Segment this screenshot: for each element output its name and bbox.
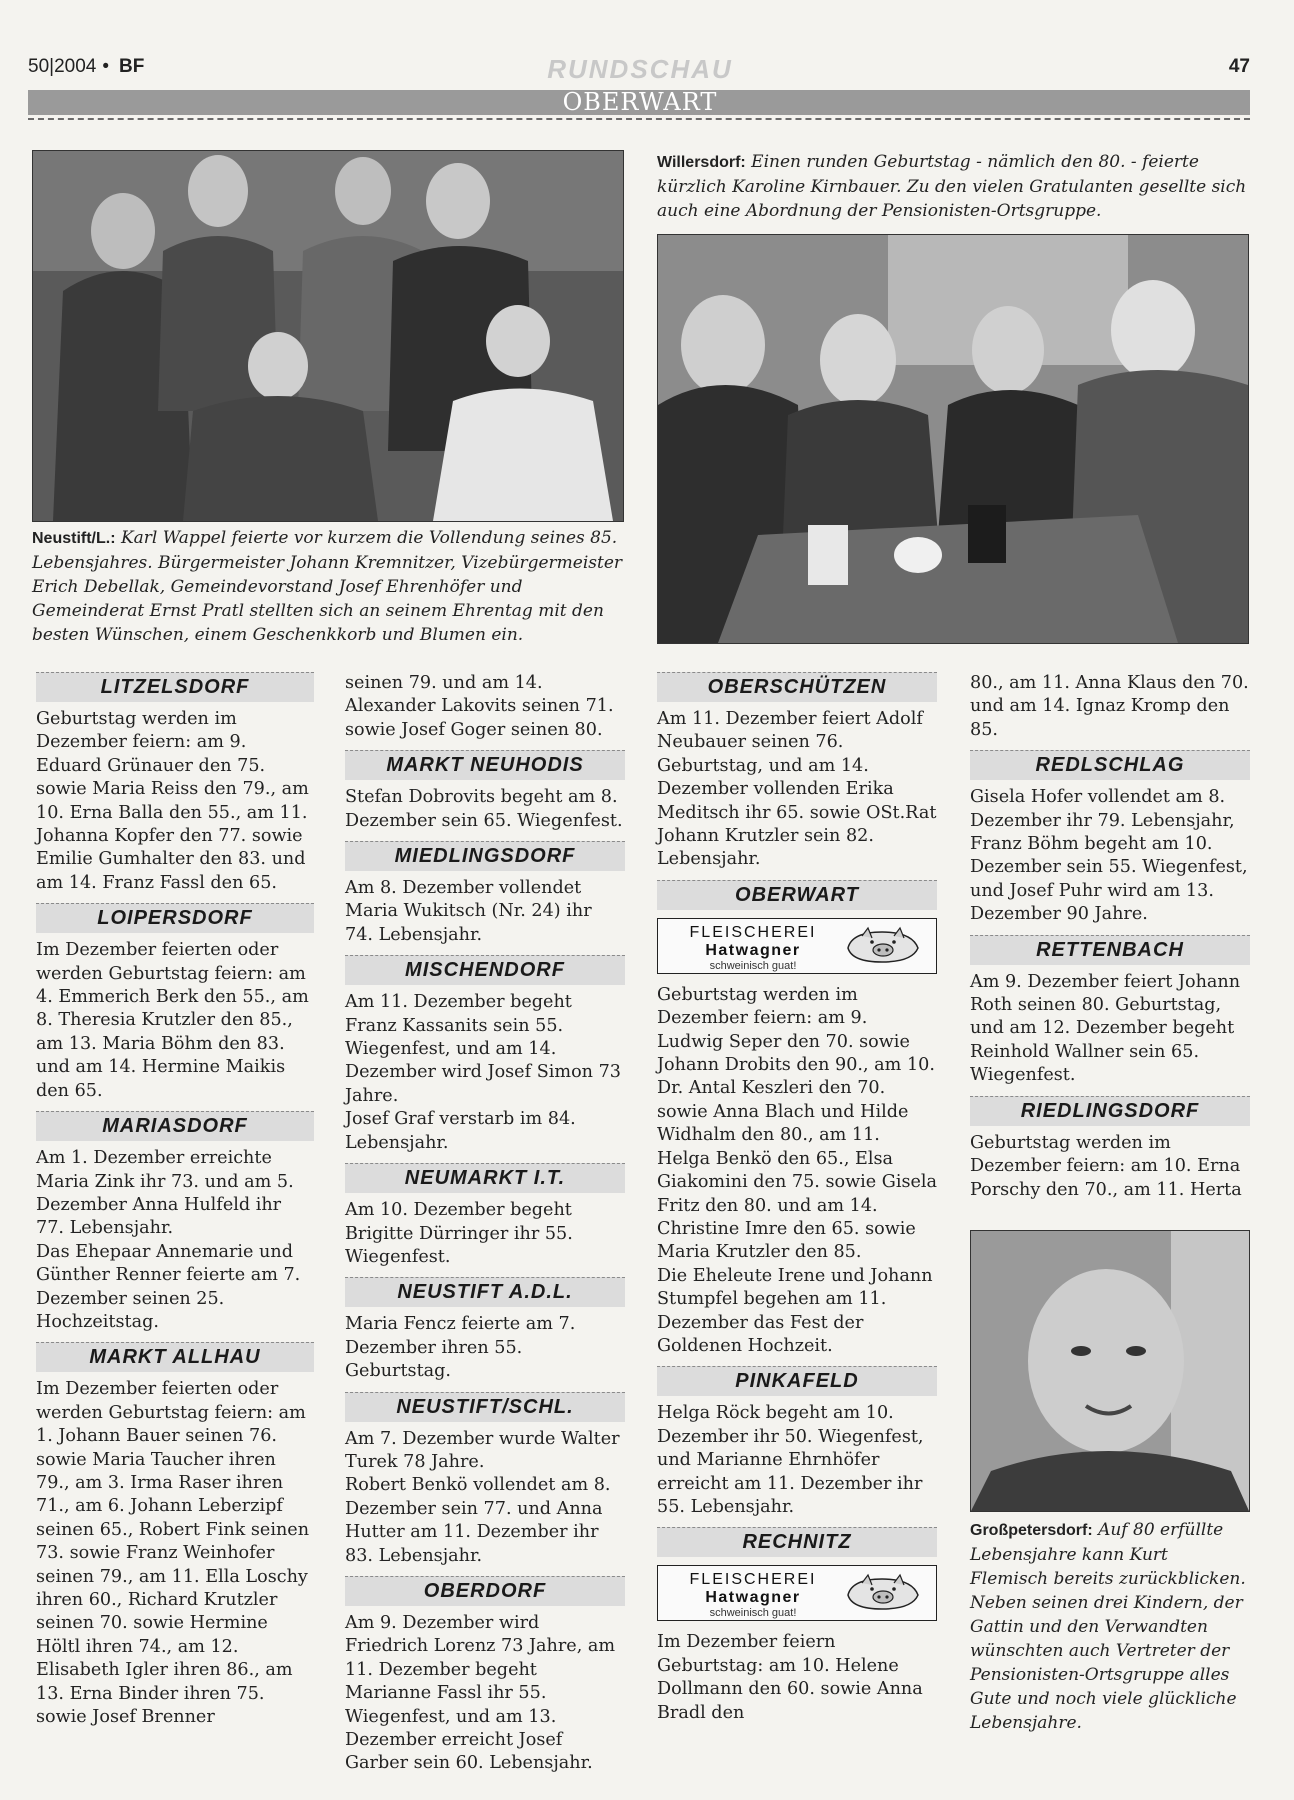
section-heading: MARIASDORF (36, 1111, 314, 1141)
section-heading: MARKT NEUHODIS (345, 750, 625, 780)
column-4 (970, 672, 1250, 1202)
photo-willersdorf-image (658, 235, 1248, 643)
region-title: OBERWART (562, 88, 718, 116)
publication-name: BF (119, 56, 145, 77)
section-text: Helga Röck begeht am 10. Dezember ihr 50. Wiegenfest, und Marianne Ehrnhöfer erreicht am 11. Dezember ihr 55. Lebensjahr. (657, 1403, 924, 1517)
section-text-2: Josef Graf verstarb im 84. Lebensjahr. (345, 1109, 576, 1153)
section-mariasdorf (36, 1111, 314, 1334)
section-markt-neuhodis (345, 750, 625, 833)
ad-name: FLEISCHEREI (689, 1571, 817, 1589)
section-heading: OBERWART (657, 880, 937, 910)
ad-slogan: schweinisch guat! (709, 1607, 797, 1620)
caption-place: Großpetersdorf: (970, 1522, 1093, 1539)
section-oberschuetzen (657, 672, 937, 872)
section-pinkafeld (657, 1366, 937, 1519)
section-neustift-schl (345, 1392, 625, 1568)
caption-text: Karl Wappel feierte vor kurzem die Vollendung seines 85. Lebensjahres. Bürgermeister Johann Kremnitzer, Vizebürgermeister Erich Debellak, Gemeindevorstand Josef Ehrenhöfer und Gemeinderat Ernst Pratl stellten sich an seinem Ehrentag mit den besten Wünschen, einem Geschenkkorb und Blumen ein. (32, 528, 623, 645)
section-text-2: Robert Benkö vollendet am 8. Dezember sein 77. und Anna Hutter am 11. Dezember ihr 83. Lebensjahr. (345, 1475, 611, 1566)
section-text-2: Die Eheleute Irene und Johann Stumpfel begehen am 11. Dezember das Fest der Goldenen Hochzeit. (657, 1265, 933, 1356)
column-3 (657, 672, 937, 1725)
section-rettenbach (970, 935, 1250, 1088)
section-heading: RIEDLINGSDORF (970, 1096, 1250, 1126)
section-heading: REDLSCHLAG (970, 750, 1250, 780)
column-2 (345, 672, 625, 1776)
photo-grosspetersdorf-image (971, 1231, 1249, 1511)
caption-neustift (32, 526, 632, 647)
ad-owner: Hatwagner (705, 1589, 801, 1607)
section-text: Am 7. Dezember wurde Walter Turek 78 Jahre. (345, 1428, 620, 1472)
section-mischendorf (345, 955, 625, 1155)
section-heading: NEUSTIFT A.D.L. (345, 1277, 625, 1307)
ad-text-block (668, 923, 838, 973)
section-heading: LITZELSDORF (36, 672, 314, 702)
section-text: Gisela Hofer vollendet am 8. Dezember ihr 79. Lebensjahr, Franz Böhm begeht am 10. Dezember sein 55. Wiegenfest, und Josef Puhr wird am 13. Dezember 90 Jahre. (970, 787, 1248, 925)
section-heading: LOIPERSDORF (36, 903, 314, 933)
section-heading: OBERDORF (345, 1576, 625, 1606)
page-header-issue (28, 56, 144, 78)
section-heading: OBERSCHÜTZEN (657, 672, 937, 702)
section-text: Am 11. Dezember feiert Adolf Neubauer seinen 76. Geburtstag, und am 14. Dezember vollenden Erika Meditsch ihr 65. sowie OSt.Rat Johann Krutzler sein 82. Lebensjahr. (657, 709, 937, 870)
section-text-2: Das Ehepaar Annemarie und Günther Renner feierte am 7. Dezember seinen 25. Hochzeitstag. (36, 1241, 301, 1332)
section-heading: PINKAFELD (657, 1366, 937, 1396)
section-text: Im Dezember feierten oder werden Geburtstag feiern: am 1. Johann Bauer seinen 76. sowie Maria Taucher ihren 79., am 3. Irma Raser ihren 71., am 6. Johann Leberzipf seinen 65., Robert Fink seinen 73. sowie Franz Weinhofer seinen 79., am 11. Ella Loschy ihren 60., Richard Krutzler seinen 70. sowie Hermine Höltl ihren 74., am 12. Elisabeth Igler ihren 86., am 13. Erna Binder ihren 75. sowie Josef Brenner (36, 1379, 310, 1728)
section-text: Geburtstag werden im Dezember feiern: am 10. Erna Porschy den 70., am 11. Herta (970, 1132, 1242, 1200)
section-neustift-adl (345, 1277, 625, 1383)
pig-icon (842, 1573, 924, 1613)
section-text: Im Dezember feierten oder werden Geburtstag feiern: am 4. Emmerich Berk den 55., am 8. Theresia Krutzler den 85., am 13. Maria Böhm den 83. und am 14. Hermine Maikis den 65. (36, 940, 309, 1101)
section-text: Geburtstag werden im Dezember feiern: am 9. Ludwig Seper den 70. sowie Johann Drobits den 90., am 10. Dr. Antal Keszleri den 70. sowie Anna Blach und Hilde Widhalm den 80., am 11. Helga Benkö den 65., Elsa Giakomini den 75. sowie Gisela Fritz den 80. und am 14. Christine Imre den 65. sowie Maria Krutzler den 85. (657, 984, 938, 1263)
region-band-divider (28, 118, 1250, 120)
section-heading: RETTENBACH (970, 935, 1250, 965)
header-separator: • (102, 56, 109, 77)
page-number: 47 (1228, 56, 1250, 77)
section-heading: NEUMARKT I.T. (345, 1163, 625, 1193)
caption-place: Neustift/L.: (32, 530, 116, 547)
ad-slogan: schweinisch guat! (709, 959, 797, 972)
section-heading: RECHNITZ (657, 1527, 937, 1557)
section-oberwart (657, 880, 937, 1359)
section-markt-allhau (36, 1342, 314, 1729)
section-rechnitz (657, 1527, 937, 1725)
section-litzelsdorf (36, 672, 314, 895)
photo-neustift-image (33, 151, 623, 521)
section-redlschlag (970, 750, 1250, 926)
ad-fleischerei-hatwagner (657, 918, 937, 974)
pig-icon (842, 926, 924, 966)
section-continuation-rechnitz: 80., am 11. Anna Klaus den 70. und am 14. Ignaz Kromp den 85. (970, 673, 1249, 740)
section-text: Am 8. Dezember vollendet Maria Wukitsch (Nr. 24) ihr 74. Lebensjahr. (345, 878, 592, 945)
section-text: Stefan Dobrovits begeht am 8. Dezember sein 65. Wiegenfest. (345, 787, 623, 831)
photo-grosspetersdorf-portrait (970, 1230, 1250, 1512)
column-1 (36, 672, 314, 1729)
section-text: Im Dezember feiern Geburtstag: am 10. Helene Dollmann den 60. sowie Anna Bradl den (657, 1632, 923, 1723)
caption-grosspetersdorf (970, 1518, 1250, 1735)
caption-willersdorf (657, 150, 1247, 223)
section-loipersdorf (36, 903, 314, 1103)
section-continuation-markt-allhau: seinen 79. und am 14. Alexander Lakovits seinen 71. sowie Josef Goger seinen 80. (345, 673, 614, 740)
ad-owner: Hatwagner (705, 941, 801, 959)
section-miedlingsdorf (345, 841, 625, 947)
section-riedlingsdorf (970, 1096, 1250, 1202)
photo-willersdorf-group (657, 234, 1249, 644)
ad-text-block (668, 1570, 838, 1620)
photo-neustift-group (32, 150, 624, 522)
section-text: Am 1. Dezember erreichte Maria Zink ihr 73. und am 5. Dezember Anna Hulfeld ihr 77. Lebensjahr. (36, 1148, 294, 1239)
ad-name: FLEISCHEREI (689, 923, 817, 941)
section-text: Am 9. Dezember wird Friedrich Lorenz 73 Jahre, am 11. Dezember begeht Marianne Fassl ihr 55. Wiegenfest, und am 13. Dezember erreicht Josef Garber sein 60. Lebensjahr. (345, 1612, 616, 1774)
caption-place: Willersdorf: (657, 154, 746, 171)
section-heading: MISCHENDORF (345, 955, 625, 985)
section-text: Am 9. Dezember feiert Johann Roth seinen 80. Geburtstag, und am 12. Dezember begeht Reinhold Wallner sein 65. Wiegenfest. (970, 971, 1241, 1086)
section-text: Maria Fencz feierte am 7. Dezember ihren 55. Geburtstag. (345, 1314, 576, 1382)
caption-text: Einen runden Geburtstag - nämlich den 80. - feierte kürzlich Karoline Kirnbauer. Zu den vielen Gratulanten gesellte sich auch eine Abordnung der Pensionisten-Ortsgruppe. (657, 152, 1247, 221)
section-heading: MIEDLINGSDORF (345, 841, 625, 871)
section-heading: MARKT ALLHAU (36, 1342, 314, 1372)
section-title: RUNDSCHAU (547, 54, 733, 84)
issue-number: 50|2004 (28, 56, 97, 77)
caption-text: Auf 80 erfüllte Lebensjahre kann Kurt Flemisch bereits zurückblicken. Neben seinen drei Kindern, der Gattin und den Verwandten wünschten auch Vertreter der Pensionisten-Ortsgruppe alles Gute und noch viele glückliche Lebensjahre. (970, 1520, 1246, 1733)
section-text: Am 10. Dezember begeht Brigitte Dürringer ihr 55. Wiegenfest. (345, 1200, 573, 1267)
section-neumarkt (345, 1163, 625, 1269)
ad-fleischerei-hatwagner-2 (657, 1565, 937, 1621)
section-oberdorf (345, 1576, 625, 1776)
section-heading: NEUSTIFT/SCHL. (345, 1392, 625, 1422)
section-text: Am 11. Dezember begeht Franz Kassanits sein 55. Wiegenfest, und am 14. Dezember wird Josef Simon 73 Jahre. (345, 992, 621, 1106)
section-text: Geburtstag werden im Dezember feiern: am 9. Eduard Grünauer den 75. sowie Maria Reiss den 79., am 10. Erna Balla den 55., am 11. Johanna Kopfer den 77. sowie Emilie Gumhalter den 83. und am 14. Franz Fassl den 65. (36, 709, 309, 893)
